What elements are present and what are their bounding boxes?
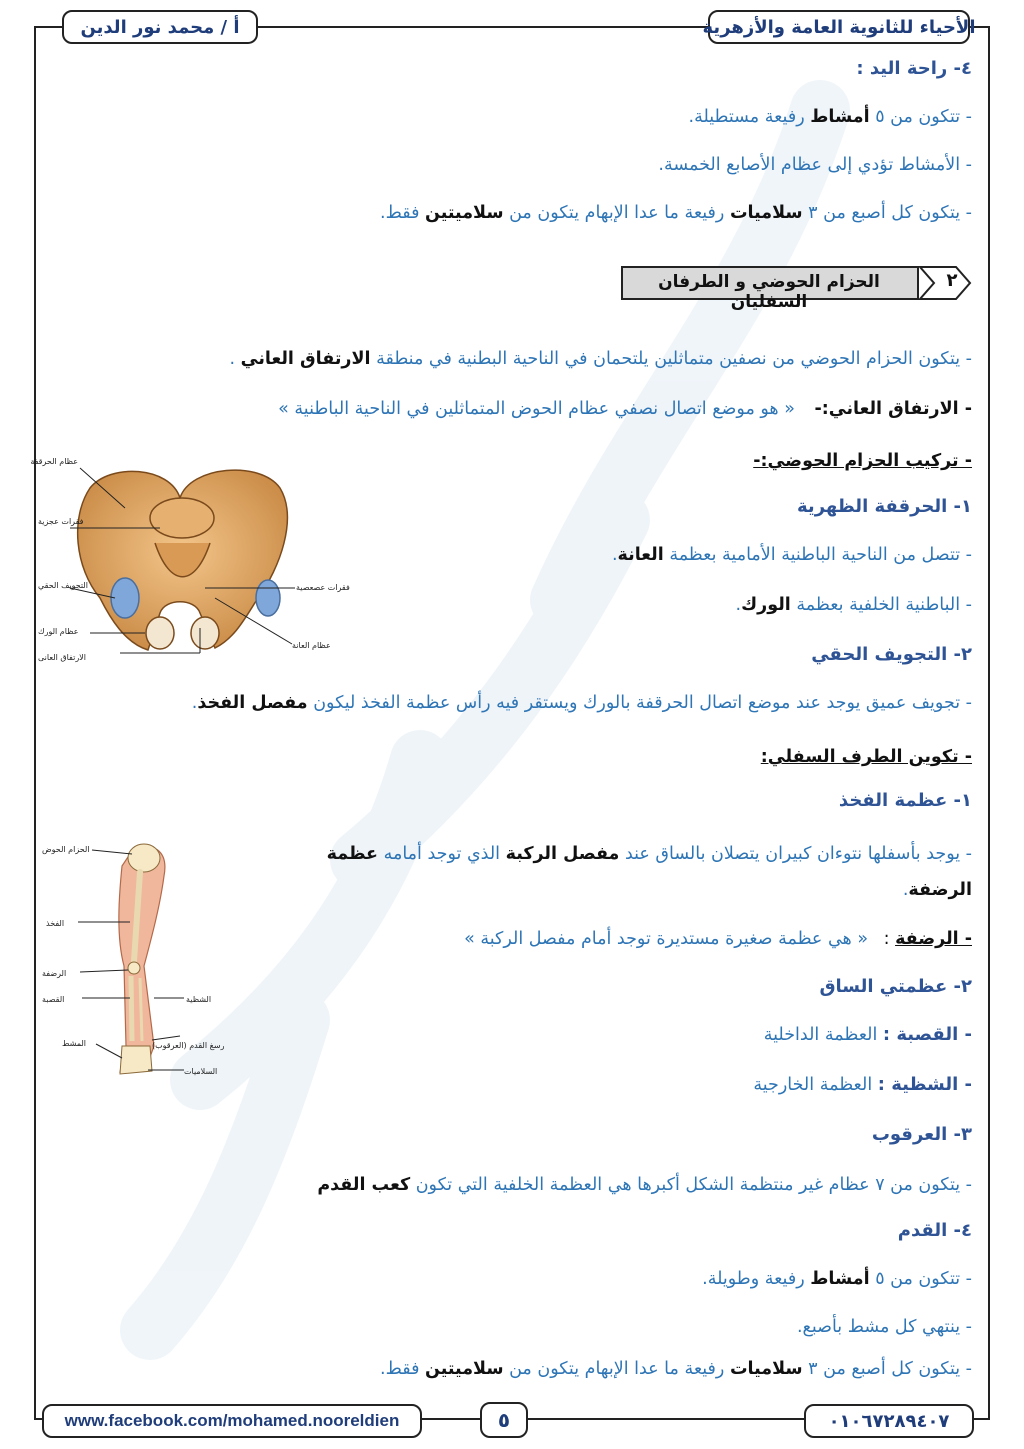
section-number: ٢ xyxy=(946,270,958,291)
palm-line-2: - الأمشاط تؤدي إلى عظام الأصابع الخمسة. xyxy=(658,155,972,175)
symphysis-definition xyxy=(30,396,972,422)
lower-limb-heading: - تكوين الطرف السفلي: xyxy=(760,747,972,767)
bold-term: سلاميات xyxy=(729,1359,803,1379)
text: - يتكون كل أصبع من ٣ xyxy=(802,203,972,223)
palm-heading: ٤- راحة اليد : xyxy=(856,58,972,79)
text: . xyxy=(191,693,198,713)
text: . xyxy=(229,349,241,369)
bold-term: - الشظية : xyxy=(877,1074,972,1095)
text: رفيعة وطويلة. xyxy=(702,1269,811,1289)
leg-label-patella: الرضفة xyxy=(42,969,67,978)
text: رفيعة مستطيلة. xyxy=(688,107,811,127)
text: فقط. xyxy=(380,203,426,223)
frame-bottom-left xyxy=(34,1418,42,1420)
footer-website[interactable]: www.facebook.com/mohamed.nooreldien xyxy=(64,1411,400,1430)
femur-line-1 xyxy=(290,836,972,908)
ilium-heading: ١- الحرقفة الظهرية xyxy=(797,496,972,517)
frame-right xyxy=(988,26,990,1420)
bold-term: سلاميتين xyxy=(425,1359,504,1379)
bold-term: العانة xyxy=(617,545,664,565)
text: العظمة الخارجية xyxy=(753,1075,878,1095)
bold-term: أمشاط xyxy=(810,107,870,127)
leg-label-thigh: الفخذ xyxy=(46,919,65,928)
frame-bottom-right xyxy=(972,1418,990,1420)
foot-line-1 xyxy=(30,1266,972,1292)
palm-line-3 xyxy=(30,200,972,226)
frame-top-left xyxy=(34,26,62,28)
leg-label-metatarsus: المشط xyxy=(62,1039,87,1048)
bold-term: سلاميتين xyxy=(425,203,504,223)
header-title: الأحياء للثانوية العامة والأزهرية xyxy=(702,16,976,38)
tarsus-line xyxy=(30,1172,972,1198)
pelvis-label-ischium: عظام الورك xyxy=(38,627,79,636)
foot-line-2: - ينتهي كل مشط بأصبع. xyxy=(796,1317,972,1337)
definition-term: - الارتفاق العاني:- xyxy=(814,399,972,419)
leg-label-fibula: الشظية xyxy=(186,995,212,1004)
header-author: أ / محمد نور الدين xyxy=(80,16,240,38)
pelvis-label-coccyx: فقرات عصعصية xyxy=(296,583,350,592)
pelvis-label-symphysis: الارتفاق العانى xyxy=(38,653,86,662)
leg-label-tarsus: رسغ القدم (العرقوب) xyxy=(152,1041,225,1050)
header-title-pill xyxy=(702,10,976,44)
bold-term: مفصل الفخذ xyxy=(197,693,308,713)
text: رفيعة ما عدا الإبهام يتكون من xyxy=(503,1359,730,1379)
frame-left xyxy=(34,26,36,1420)
footer-phone-pill xyxy=(804,1404,974,1438)
leg-label-tibia: القصبة xyxy=(42,995,65,1004)
bold-term: سلاميات xyxy=(729,203,803,223)
leg-label-pelvic-girdle: الحزام الحوض xyxy=(42,845,90,854)
pelvis-label-sacral: فقرات عجزية xyxy=(38,517,84,526)
text: - الباطنية الخلفية بعظمة xyxy=(790,595,972,615)
pelvis-intro xyxy=(30,346,972,372)
acetabulum-heading: ٢- التجويف الحقي xyxy=(811,644,972,665)
text: - يتكون الحزام الحوضي من نصفين متماثلين يلتحمان في الناحية البطنية في منطقة xyxy=(370,349,972,369)
bold-term: كعب القدم xyxy=(317,1175,411,1195)
text: . xyxy=(902,880,909,900)
leg-figure xyxy=(34,836,244,1086)
text: - تتصل من الناحية الباطنية الأمامية بعظمة xyxy=(663,545,972,565)
text: - تجويف عميق يوجد عند موضع اتصال الحرقفة بالورك ويستقر فيه رأس عظمة الفخذ ليكون xyxy=(307,693,972,713)
bold-term: مفصل الركبة xyxy=(505,844,620,864)
frame-bottom-mid2 xyxy=(526,1418,804,1420)
bold-term: أمشاط xyxy=(810,1269,870,1289)
text: - تتكون من ٥ xyxy=(869,1269,972,1289)
text: رفيعة ما عدا الإبهام يتكون من xyxy=(503,203,730,223)
page-number: ٥ xyxy=(497,1408,511,1432)
foot-line-3 xyxy=(30,1356,972,1382)
section-title: الحزام الحوضي و الطرفان السفليان xyxy=(658,272,880,312)
leg-label-phalanges: السلاميات xyxy=(184,1067,218,1076)
text: العظمة الداخلية xyxy=(763,1025,883,1045)
text: - يوجد بأسفلها نتوءان كبيران يتصلان بالساق عند xyxy=(619,844,972,864)
bold-term: عظمة الرضفة xyxy=(326,844,972,900)
text: - يتكون كل أصبع من ٣ xyxy=(802,1359,972,1379)
definition-text: « هي عظمة صغيرة مستديرة توجد أمام مفصل الركبة » xyxy=(464,929,869,949)
text: الذي توجد أمامه xyxy=(378,844,506,864)
shin-heading: ٢- عظمتي الساق xyxy=(819,976,972,997)
pelvis-label-pubis: عظام العانة xyxy=(292,641,331,650)
frame-top-middle xyxy=(256,26,708,28)
bold-term: - القصبة : xyxy=(882,1024,972,1045)
text: . xyxy=(611,545,618,565)
definition-term: - الرضفة xyxy=(895,929,972,949)
acetabulum-line xyxy=(30,690,972,716)
frame-bottom-mid1 xyxy=(420,1418,480,1420)
text: . xyxy=(735,595,742,615)
text: فقط. xyxy=(380,1359,426,1379)
definition-text: « هو موضع اتصال نصفي عظام الحوض المتماثلين في الناحية الباطنية » xyxy=(278,399,795,419)
pelvis-label-ilium: عظام الحرقفة xyxy=(30,457,78,466)
bold-term: الارتفاق العاني xyxy=(240,349,371,369)
pelvis-label-acetabulum: التجويف الحقي xyxy=(38,581,88,590)
foot-heading: ٤- القدم xyxy=(897,1220,972,1241)
pelvis-figure xyxy=(30,448,350,670)
pelvis-structure-heading: - تركيب الحزام الحوضي:- xyxy=(753,451,972,471)
tarsus-heading: ٣- العرقوب xyxy=(871,1124,972,1145)
palm-line-1 xyxy=(30,104,972,130)
footer-phone: ٠١٠٦٧٢٨٩٤٠٧ xyxy=(828,1410,950,1432)
header-author-pill xyxy=(62,10,258,44)
text: - تتكون من ٥ xyxy=(869,107,972,127)
bold-term: الورك xyxy=(741,595,791,615)
femur-heading: ١- عظمة الفخذ xyxy=(838,790,972,811)
footer-page-pill xyxy=(480,1402,528,1438)
text: : xyxy=(878,929,896,949)
text: - يتكون من ٧ عظام غير منتظمة الشكل أكبرها هي العظمة الخلفية التي تكون xyxy=(410,1175,972,1195)
footer-website-pill[interactable] xyxy=(42,1404,422,1438)
